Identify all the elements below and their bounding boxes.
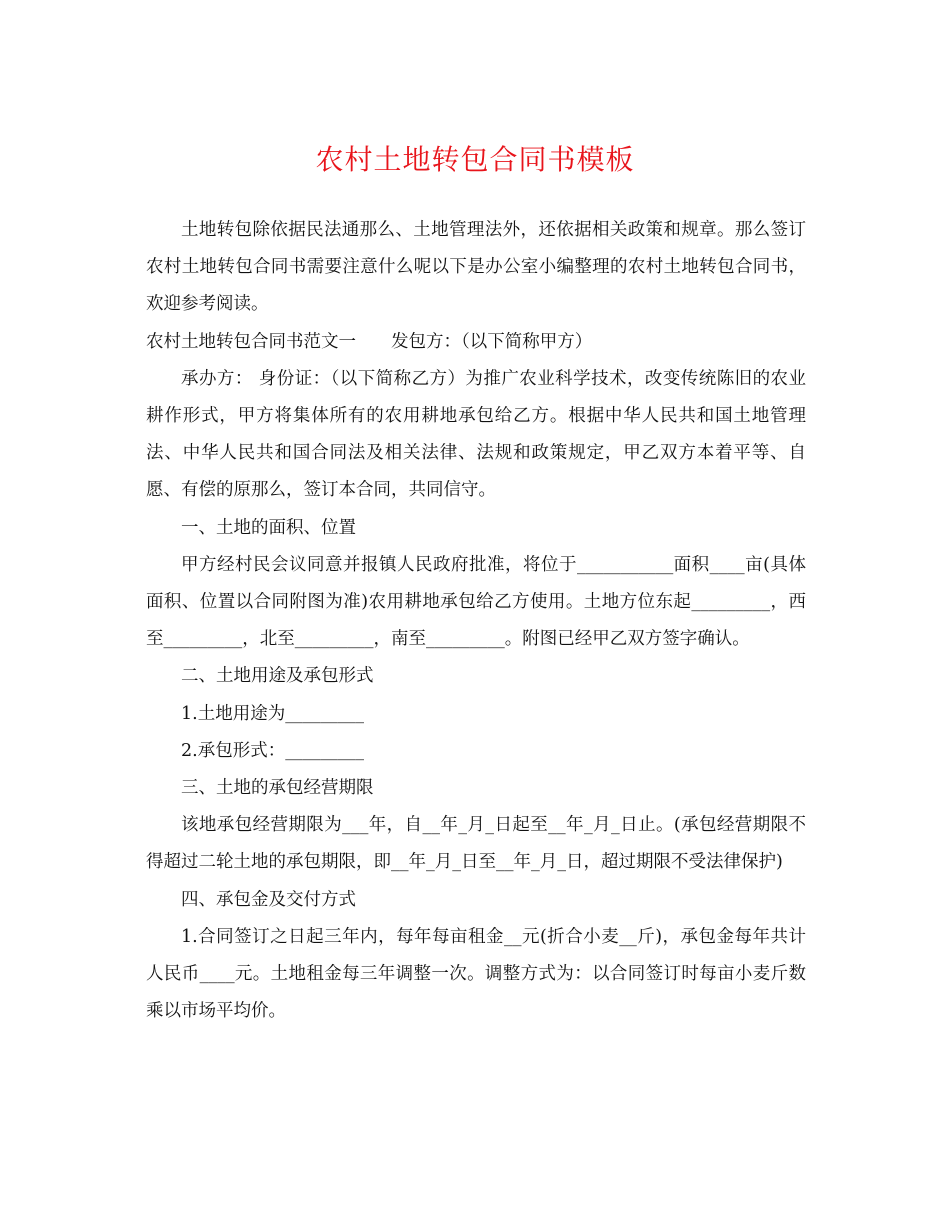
- paragraph-area-location: 甲方经村民会议同意并报镇人民政府批准，将位于___________面积____亩(具体面积、位置以合同附图为准)农用耕地承包给乙方使用。土地方位东起_________，西至_________，北至_________，南至_________。附图已经甲乙双方签字确认。: [146, 554, 806, 650]
- section-heading-area-location: 一、土地的面积、位置: [181, 517, 356, 538]
- paragraph-contract-form: 2.承包形式：_________: [181, 740, 364, 761]
- section-heading-usage-form: 二、土地用途及承包形式: [181, 666, 374, 687]
- paragraph-sample-heading: 农村土地转包合同书范文一 发包方：（以下简称甲方）: [146, 331, 593, 352]
- paragraph-contractor: 承办方： 身份证：（以下简称乙方）为推广农业科学技术，改变传统陈旧的农业耕作形式，甲方将集体所有的农用耕地承包给乙方。根据中华人民共和国土地管理法、中华人民共和国合同法及相关法律、法规和政策规定，甲乙双方本着平等、自愿、有偿的原那么，签订本合同，共同信守。: [146, 368, 806, 501]
- paragraph-term: 该地承包经营期限为___年，自__年_月_日起至__年_月_日止。(承包经营期限不得超过二轮土地的承包期限，即__年_月_日至__年_月_日，超过期限不受法律保护): [146, 815, 806, 873]
- section-heading-term: 三、土地的承包经营期限: [181, 778, 374, 799]
- paragraph-land-usage: 1.土地用途为_________: [181, 703, 364, 724]
- section-heading-payment: 四、承包金及交付方式: [181, 889, 356, 910]
- document-body: [146, 212, 806, 1030]
- paragraph-payment: 1.合同签订之日起三年内，每年每亩租金__元(折合小麦__斤)，承包金每年共计人民币____元。土地租金每三年调整一次。调整方式为：以合同签订时每亩小麦斤数乘以市场平均价。: [146, 926, 806, 1022]
- paragraph-intro: 土地转包除依据民法通那么、土地管理法外，还依据相关政策和规章。那么签订农村土地转包合同书需要注意什么呢以下是办公室小编整理的农村土地转包合同书，欢迎参考阅读。: [146, 220, 806, 315]
- document-title: 农村土地转包合同书模板: [315, 143, 635, 176]
